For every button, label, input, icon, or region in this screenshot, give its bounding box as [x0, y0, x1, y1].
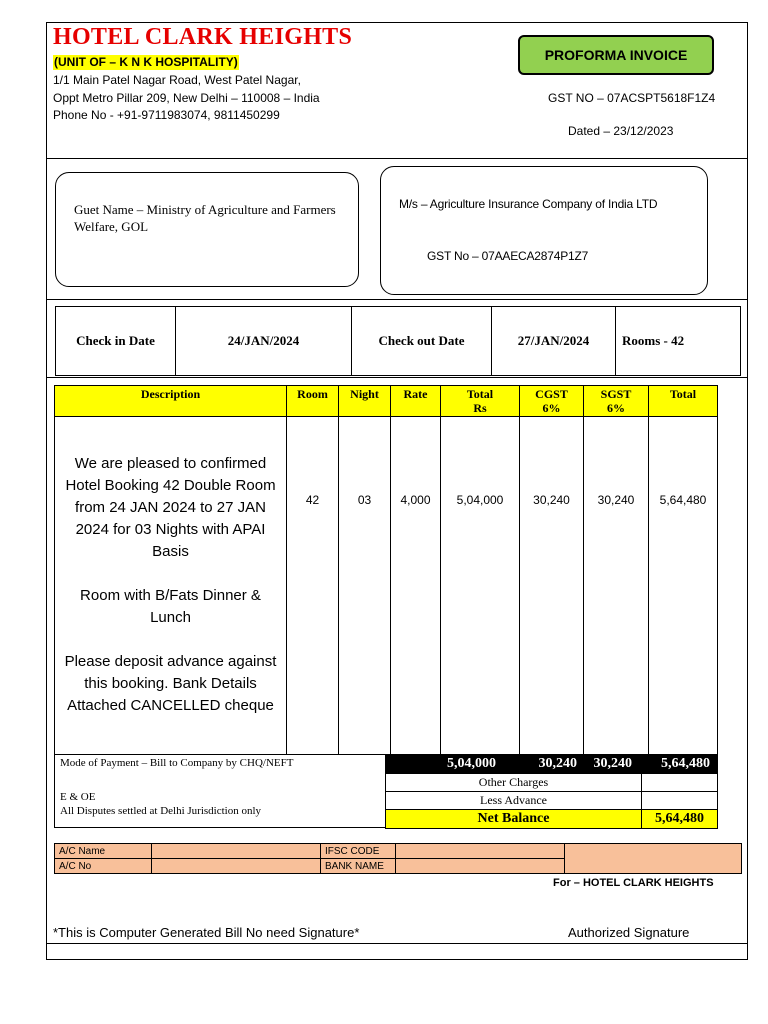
checkin-value: 24/JAN/2024	[176, 307, 352, 376]
sum-total: 5,64,480	[661, 756, 710, 771]
ifsc-value	[396, 844, 565, 859]
company-name: M/s – Agriculture Insurance Company of India LTD	[399, 197, 658, 211]
totals-bar	[386, 755, 718, 773]
bank-details-table	[54, 843, 742, 874]
item-description	[55, 417, 287, 755]
divider	[46, 943, 748, 944]
header-total-rs: Total Rs	[441, 386, 520, 417]
other-charges-label: Other Charges	[386, 774, 642, 792]
header-total: Total	[649, 386, 718, 417]
for-hotel: For – HOTEL CLARK HEIGHTS	[553, 877, 714, 889]
header-cgst: CGST 6%	[520, 386, 584, 417]
net-balance-label: Net Balance	[386, 810, 642, 829]
hotel-gst: GST NO – 07ACSPT5618F1Z4	[548, 91, 716, 105]
divider	[46, 377, 748, 378]
less-advance-label: Less Advance	[386, 792, 642, 810]
description-paragraph: Room with B/Fats Dinner & Lunch	[80, 587, 261, 626]
unit-label: (UNIT OF – K N K HOSPITALITY)	[54, 55, 238, 69]
sum-cgst: 30,240	[538, 756, 577, 771]
divider	[46, 299, 748, 300]
net-balance-value: 5,64,480	[642, 810, 718, 829]
guest-name: Guet Name – Ministry of Agriculture and Farmers Welfare, GOL	[74, 202, 336, 234]
proforma-invoice-badge: PROFORMA INVOICE	[518, 35, 714, 75]
ac-name-label: A/C Name	[55, 844, 152, 859]
divider	[46, 158, 748, 159]
item-total-rs: 5,04,000	[441, 417, 520, 755]
payment-terms-box	[54, 754, 386, 828]
summary-table	[385, 773, 718, 829]
company-box	[380, 166, 708, 295]
authorized-signature: Authorized Signature	[568, 925, 690, 940]
eoe: E & OE	[60, 791, 96, 803]
stay-table	[55, 306, 741, 376]
bank-name-value	[396, 859, 565, 874]
computer-generated-note: *This is Computer Generated Bill No need Signature*	[53, 925, 360, 940]
phone: Phone No - +91-9711983074, 9811450299	[53, 108, 280, 122]
rooms-count: Rooms - 42	[616, 307, 741, 376]
sum-sgst: 30,240	[593, 756, 632, 771]
checkin-label: Check in Date	[56, 307, 176, 376]
bank-name-label: BANK NAME	[321, 859, 396, 874]
header-description: Description	[55, 386, 287, 417]
ac-no-label: A/C No	[55, 859, 152, 874]
hotel-name: HOTEL CLARK HEIGHTS	[53, 24, 353, 50]
address-line-2: Oppt Metro Pillar 209, New Delhi – 110008 – India	[53, 91, 320, 105]
header-room: Room	[287, 386, 339, 417]
item-room: 42	[287, 417, 339, 755]
item-cgst: 30,240	[520, 417, 584, 755]
ac-name-value	[152, 844, 321, 859]
items-table	[54, 385, 718, 755]
invoice-date: Dated – 23/12/2023	[568, 124, 674, 138]
address-line-1: 1/1 Main Patel Nagar Road, West Patel Nagar,	[53, 73, 301, 87]
header-sgst: SGST 6%	[584, 386, 649, 417]
description-paragraph: We are pleased to confirmed Hotel Booking 42 Double Room from 24 JAN 2024 to 27 JAN 2024 for 03 Nights with APAI Basis	[65, 455, 276, 560]
checkout-label: Check out Date	[352, 307, 492, 376]
header-rate: Rate	[391, 386, 441, 417]
bank-extra	[565, 844, 742, 874]
item-night: 03	[339, 417, 391, 755]
item-sgst: 30,240	[584, 417, 649, 755]
sum-total-rs: 5,04,000	[447, 756, 496, 771]
checkout-value: 27/JAN/2024	[492, 307, 616, 376]
header-night: Night	[339, 386, 391, 417]
disputes-note: All Disputes settled at Delhi Jurisdiction only	[60, 805, 262, 817]
ac-no-value	[152, 859, 321, 874]
ifsc-label: IFSC CODE	[321, 844, 396, 859]
item-rate: 4,000	[391, 417, 441, 755]
other-charges-value	[642, 774, 718, 792]
description-paragraph: Please deposit advance against this booking. Bank Details Attached CANCELLED cheque	[64, 653, 277, 714]
guest-box	[55, 172, 359, 287]
item-total: 5,64,480	[649, 417, 718, 755]
company-gst: GST No – 07AAECA2874P1Z7	[427, 249, 589, 263]
mode-of-payment: Mode of Payment – Bill to Company by CHQ/NEFT	[60, 757, 294, 769]
less-advance-value	[642, 792, 718, 810]
